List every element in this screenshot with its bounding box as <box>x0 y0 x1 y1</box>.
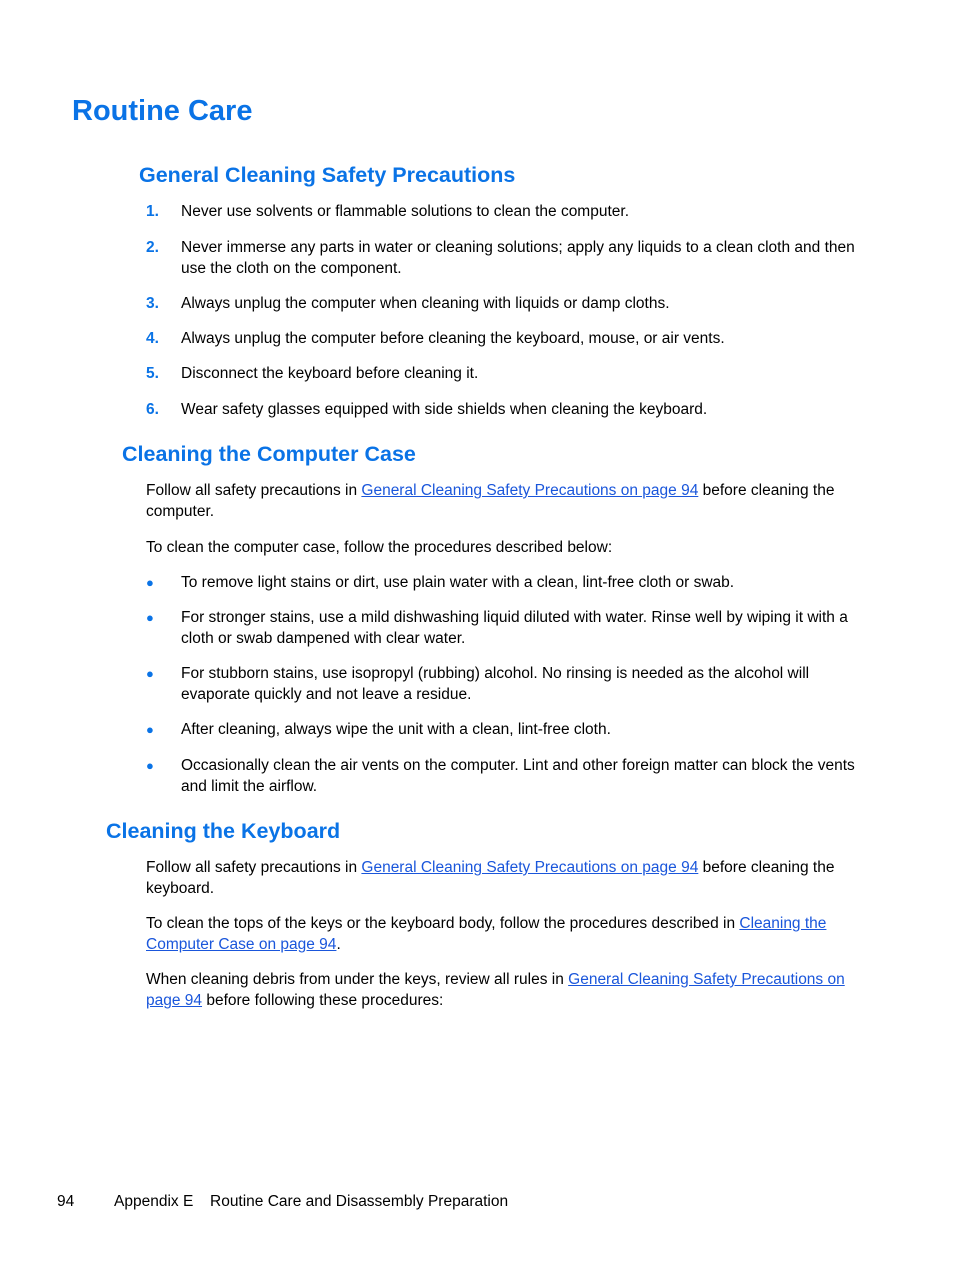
list-number: 2. <box>146 239 159 256</box>
paragraph: To clean the computer case, follow the procedures described below: <box>146 539 613 556</box>
paragraph-text: Follow all safety precautions in <box>146 859 362 876</box>
footer-title: Routine Care and Disassembly Preparation <box>210 1193 509 1210</box>
list-item <box>146 607 866 649</box>
paragraph <box>146 969 866 1011</box>
section-heading-keyboard: Cleaning the Keyboard <box>106 819 341 843</box>
list-item-text: Never use solvents or flammable solutions to clean the computer. <box>181 203 630 220</box>
link-general-cleaning-safety[interactable]: General Cleaning Safety Precautions on page 94 <box>146 971 845 1009</box>
link-cleaning-computer-case[interactable]: Cleaning the Computer Case on page 94 <box>146 915 827 953</box>
paragraph-text: . <box>336 936 341 953</box>
list-item-text: Never immerse any parts in water or cleaning solutions; apply any liquids to a clean cloth and then use the cloth on the component. <box>181 239 855 277</box>
list-item-text: Always unplug the computer when cleaning with liquids or damp cloths. <box>181 295 670 312</box>
list-item <box>146 663 866 705</box>
footer-appendix-label: Appendix E <box>114 1193 194 1210</box>
list-number: 6. <box>146 401 159 418</box>
list-number: 1. <box>146 203 159 220</box>
list-item <box>146 201 866 222</box>
paragraph-text: before cleaning the keyboard. <box>146 859 835 897</box>
paragraph-text: before cleaning the computer. <box>146 482 835 520</box>
paragraph <box>146 480 866 522</box>
bullet-icon: ● <box>146 575 154 590</box>
paragraph-text: To clean the tops of the keys or the keyboard body, follow the procedures described in <box>146 915 740 932</box>
bullet-icon: ● <box>146 666 154 681</box>
list-item <box>146 399 866 420</box>
link-general-cleaning-safety[interactable]: General Cleaning Safety Precautions on page 94 <box>361 859 699 876</box>
list-number: 4. <box>146 330 159 347</box>
list-item <box>146 755 866 797</box>
paragraph-text: When cleaning debris from under the keys, review all rules in <box>146 971 569 988</box>
paragraph <box>146 857 866 899</box>
list-item-text: Wear safety glasses equipped with side shields when cleaning the keyboard. <box>181 401 708 418</box>
list-item-text: Always unplug the computer before cleaning the keyboard, mouse, or air vents. <box>181 330 725 347</box>
list-item <box>146 719 866 740</box>
section-heading-computer-case: Cleaning the Computer Case <box>122 442 416 466</box>
page-title: Routine Care <box>72 95 253 127</box>
list-item-text: Disconnect the keyboard before cleaning it. <box>181 365 479 382</box>
paragraph-text: before following these procedures: <box>202 992 444 1009</box>
list-item <box>146 363 866 384</box>
list-number: 3. <box>146 295 159 312</box>
list-item <box>146 328 866 349</box>
bullet-icon: ● <box>146 722 154 737</box>
list-item <box>146 572 866 593</box>
section-heading-general-cleaning: General Cleaning Safety Precautions <box>139 163 516 187</box>
list-item-text: To remove light stains or dirt, use plain water with a clean, lint-free cloth or swab. <box>181 574 735 591</box>
list-number: 5. <box>146 365 159 382</box>
list-item-text: For stubborn stains, use isopropyl (rubbing) alcohol. No rinsing is needed as the alcohol will evaporate quickly and not leave a residue. <box>181 665 810 703</box>
list-item-text: Occasionally clean the air vents on the computer. Lint and other foreign matter can block the vents and limit the airflow. <box>181 757 855 795</box>
paragraph <box>146 913 866 955</box>
page-number: 94 <box>57 1193 75 1210</box>
list-item <box>146 237 866 279</box>
paragraph-text: Follow all safety precautions in <box>146 482 362 499</box>
list-item <box>146 293 866 314</box>
list-item-text: After cleaning, always wipe the unit with a clean, lint-free cloth. <box>181 721 611 738</box>
link-general-cleaning-safety[interactable]: General Cleaning Safety Precautions on page 94 <box>361 482 699 499</box>
list-item-text: For stronger stains, use a mild dishwashing liquid diluted with water. Rinse well by wiping it with a cloth or swab dampened with clear water. <box>181 609 848 647</box>
bullet-icon: ● <box>146 610 154 625</box>
bullet-icon: ● <box>146 758 154 773</box>
